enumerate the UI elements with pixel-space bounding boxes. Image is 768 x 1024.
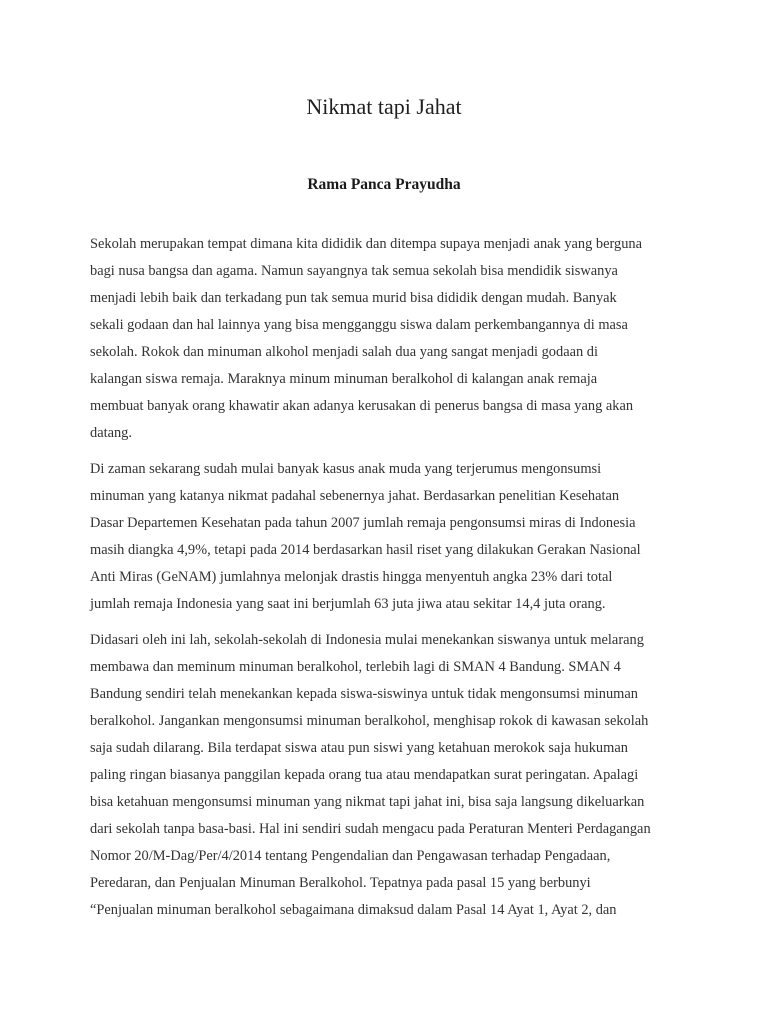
paragraph-line: Di zaman sekarang sudah mulai banyak kasus anak muda yang terjerumus mengonsumsi — [90, 461, 602, 477]
paragraph-line: kalangan siswa remaja. Maraknya minum minuman beralkohol di kalangan anak remaja — [90, 371, 598, 387]
paragraph-line: dari sekolah tanpa basa-basi. Hal ini sendiri sudah mengacu pada Peraturan Menteri Perdagangan — [90, 821, 651, 837]
paragraph-line: menjadi lebih baik dan terkadang pun tak semua murid bisa dididik dengan mudah. Banyak — [90, 290, 617, 306]
paragraph-line: saja sudah dilarang. Bila terdapat siswa atau pun siswi yang ketahuan merokok saja hukuman — [90, 740, 628, 756]
paragraph-line: Nomor 20/M-Dag/Per/4/2014 tentang Pengendalian dan Pengawasan terhadap Pengadaan, — [90, 848, 611, 864]
paragraph-line: Bandung sendiri telah menekankan kepada siswa-siswinya untuk tidak mengonsumsi minuman — [90, 686, 638, 702]
paragraph-line: datang. — [90, 425, 132, 441]
paragraph-line: Anti Miras (GeNAM) jumlahnya melonjak drastis hingga menyentuh angka 23% dari total — [90, 569, 613, 585]
paragraph-line: Sekolah merupakan tempat dimana kita dididik dan ditempa supaya menjadi anak yang berguna — [90, 236, 643, 252]
paragraph-line: bagi nusa bangsa dan agama. Namun sayangnya tak semua sekolah bisa mendidik siswanya — [90, 263, 618, 279]
document-body — [90, 231, 678, 933]
document-title: Nikmat tapi Jahat — [306, 94, 462, 119]
paragraph-line: paling ringan biasanya panggilan kepada orang tua atau mendapatkan surat peringatan. Apalagi — [90, 767, 639, 783]
paragraph-line: Peredaran, dan Penjualan Minuman Beralkohol. Tepatnya pada pasal 15 yang berbunyi — [90, 875, 591, 891]
paragraph-3 — [90, 627, 678, 924]
paragraph-1 — [90, 231, 678, 447]
paragraph-line: sekolah. Rokok dan minuman alkohol menjadi salah dua yang sangat menjadi godaan di — [90, 344, 598, 360]
paragraph-line: masih diangka 4,9%, tetapi pada 2014 berdasarkan hasil riset yang dilakukan Gerakan Nasional — [90, 542, 641, 558]
paragraph-line: membuat banyak orang khawatir akan adanya kerusakan di penerus bangsa di masa yang akan — [90, 398, 634, 414]
paragraph-line: Didasari oleh ini lah, sekolah-sekolah di Indonesia mulai menekankan siswanya untuk melarang — [90, 632, 644, 648]
paragraph-line: minuman yang katanya nikmat padahal sebenernya jahat. Berdasarkan penelitian Kesehatan — [90, 488, 620, 504]
paragraph-line: sekali godaan dan hal lainnya yang bisa mengganggu siswa dalam perkembangannya di masa — [90, 317, 628, 333]
paragraph-2 — [90, 456, 678, 618]
paragraph-line: bisa ketahuan mengonsumsi minuman yang nikmat tapi jahat ini, bisa saja langsung dikeluarkan — [90, 794, 645, 810]
paragraph-line: jumlah remaja Indonesia yang saat ini berjumlah 63 juta jiwa atau sekitar 14,4 juta orang. — [90, 596, 606, 612]
document-author: Rama Panca Prayudha — [307, 176, 461, 193]
paragraph-line: Dasar Departemen Kesehatan pada tahun 2007 jumlah remaja pengonsumsi miras di Indonesia — [90, 515, 636, 531]
paragraph-line: membawa dan meminum minuman beralkohol, terlebih lagi di SMAN 4 Bandung. SMAN 4 — [90, 659, 621, 675]
paragraph-line: “Penjualan minuman beralkohol sebagaimana dimaksud dalam Pasal 14 Ayat 1, Ayat 2, dan — [90, 902, 617, 918]
paragraph-line: beralkohol. Jangankan mengonsumsi minuman beralkohol, menghisap rokok di kawasan sekolah — [90, 713, 649, 729]
